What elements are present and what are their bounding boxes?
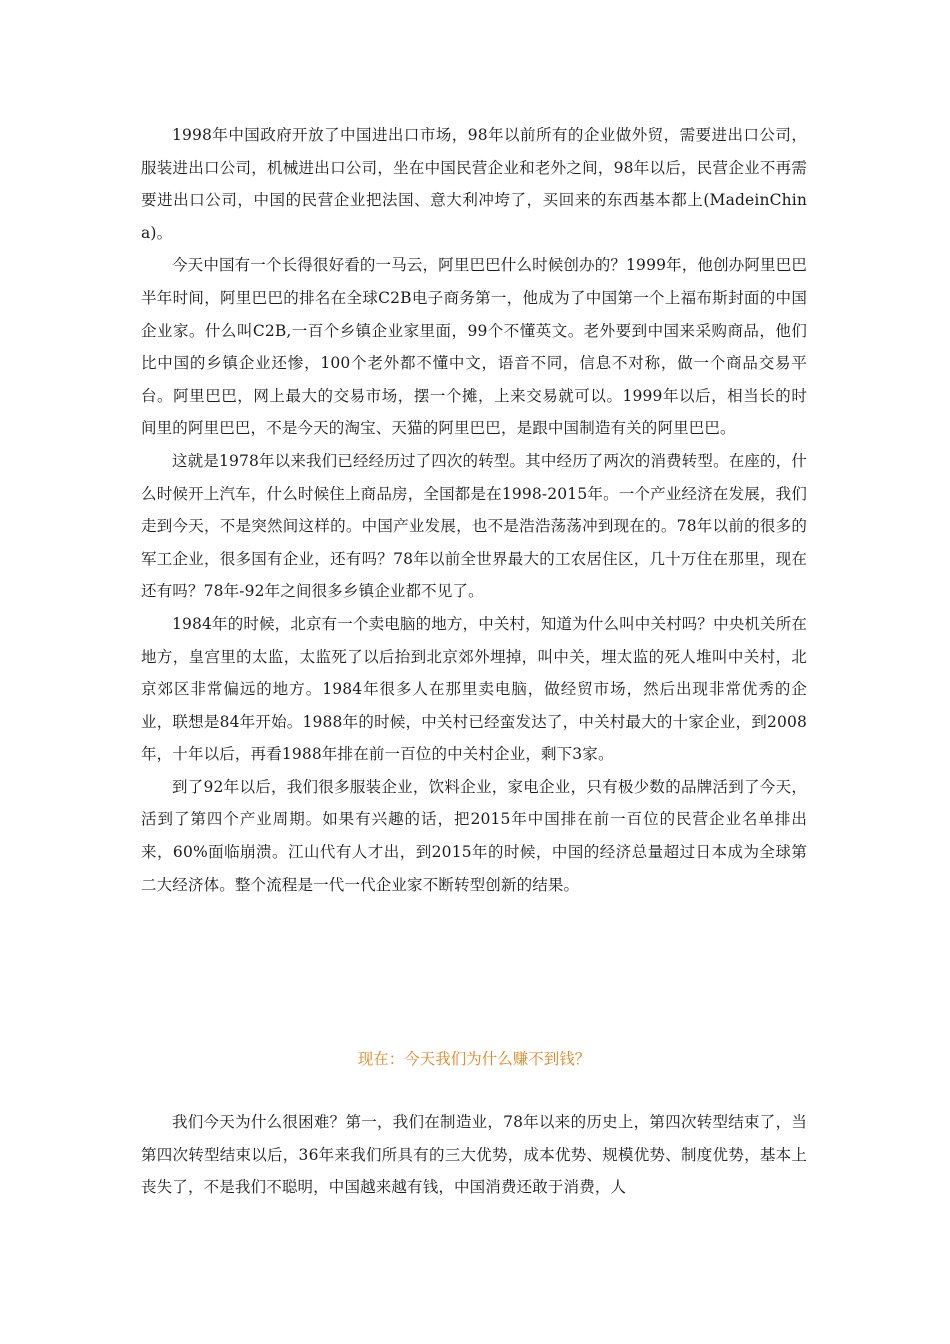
paragraph-4: 1984年的时候，北京有一个卖电脑的地方，中关村，知道为什么叫中关村吗？中央机关所在地方，皇宫里的太监，太监死了以后抬到北京郊外埋掉，叫中关，埋太监的死人堆叫中关村，北京郊区非常偏远的地方。1984年很多人在那里卖电脑，做经贸市场，然后出现非常优秀的企业，联想是84年开始。1988年的时候，中关村已经蛮发达了，中关村最大的十家企业，到2008年，十年以后，再看1988年排在前一百位的中关村企业，剩下3家。 bbox=[141, 614, 807, 764]
section-body bbox=[141, 1106, 807, 1204]
document-body bbox=[141, 119, 807, 901]
paragraph-1: 1998年中国政府开放了中国进出口市场，98年以前所有的企业做外贸，需要进出口公司，服装进出口公司，机械进出口公司，坐在中国民营企业和老外之间，98年以后，民营企业不再需要进出口公司，中国的民营企业把法国、意大利冲垮了，买回来的东西基本都上(MadeinChina)。 bbox=[141, 126, 807, 242]
section-heading: 现在：今天我们为什么赚不到钱？ bbox=[357, 1050, 591, 1068]
paragraph-5: 到了92年以后，我们很多服装企业，饮料企业，家电企业，只有极少数的品牌活到了今天，活到了第四个产业周期。如果有兴趣的话，把2015年中国排在前一百位的民营企业名单排出来，60%面临崩溃。江山代有人才出，到2015年的时候，中国的经济总量超过日本成为全球第二大经济体。整个流程是一代一代企业家不断转型创新的结果。 bbox=[141, 777, 807, 894]
paragraph-3: 这就是1978年以来我们已经经历过了四次的转型。其中经历了两次的消费转型。在座的，什么时候开上汽车，什么时候住上商品房，全国都是在1998-2015年。一个产业经济在发展，我们走到今天，不是突然间这样的。中国产业发展，也不是浩浩荡荡冲到现在的。78年以前的很多的军工企业，很多国有企业，还有吗？78年以前全世界最大的工农居住区，几十万住在那里，现在还有吗？78年-92年之间很多乡镇企业都不见了。 bbox=[141, 451, 807, 601]
paragraph-2: 今天中国有一个长得很好看的一马云，阿里巴巴什么时候创办的？1999年，他创办阿里巴巴半年时间，阿里巴巴的排名在全球C2B电子商务第一，他成为了中国第一个上福布斯封面的中国企业家。什么叫C2B,一百个乡镇企业家里面，99个不懂英文。老外要到中国来采购商品，他们比中国的乡镇企业还惨，100个老外都不懂中文，语音不同，信息不对称，做一个商品交易平台。阿里巴巴，网上最大的交易市场，摆一个摊，上来交易就可以。1999年以后，相当长的时间里的阿里巴巴，不是今天的淘宝、天猫的阿里巴巴，是跟中国制造有关的阿里巴巴。 bbox=[141, 256, 807, 438]
section-paragraph-1: 我们今天为什么很困难？第一，我们在制造业，78年以来的历史上，第四次转型结束了，当第四次转型结束以后，36年来我们所具有的三大优势，成本优势、规模优势、制度优势，基本上丧失了，不是我们不聪明，中国越来越有钱，中国消费还敢于消费，人 bbox=[141, 1113, 807, 1197]
